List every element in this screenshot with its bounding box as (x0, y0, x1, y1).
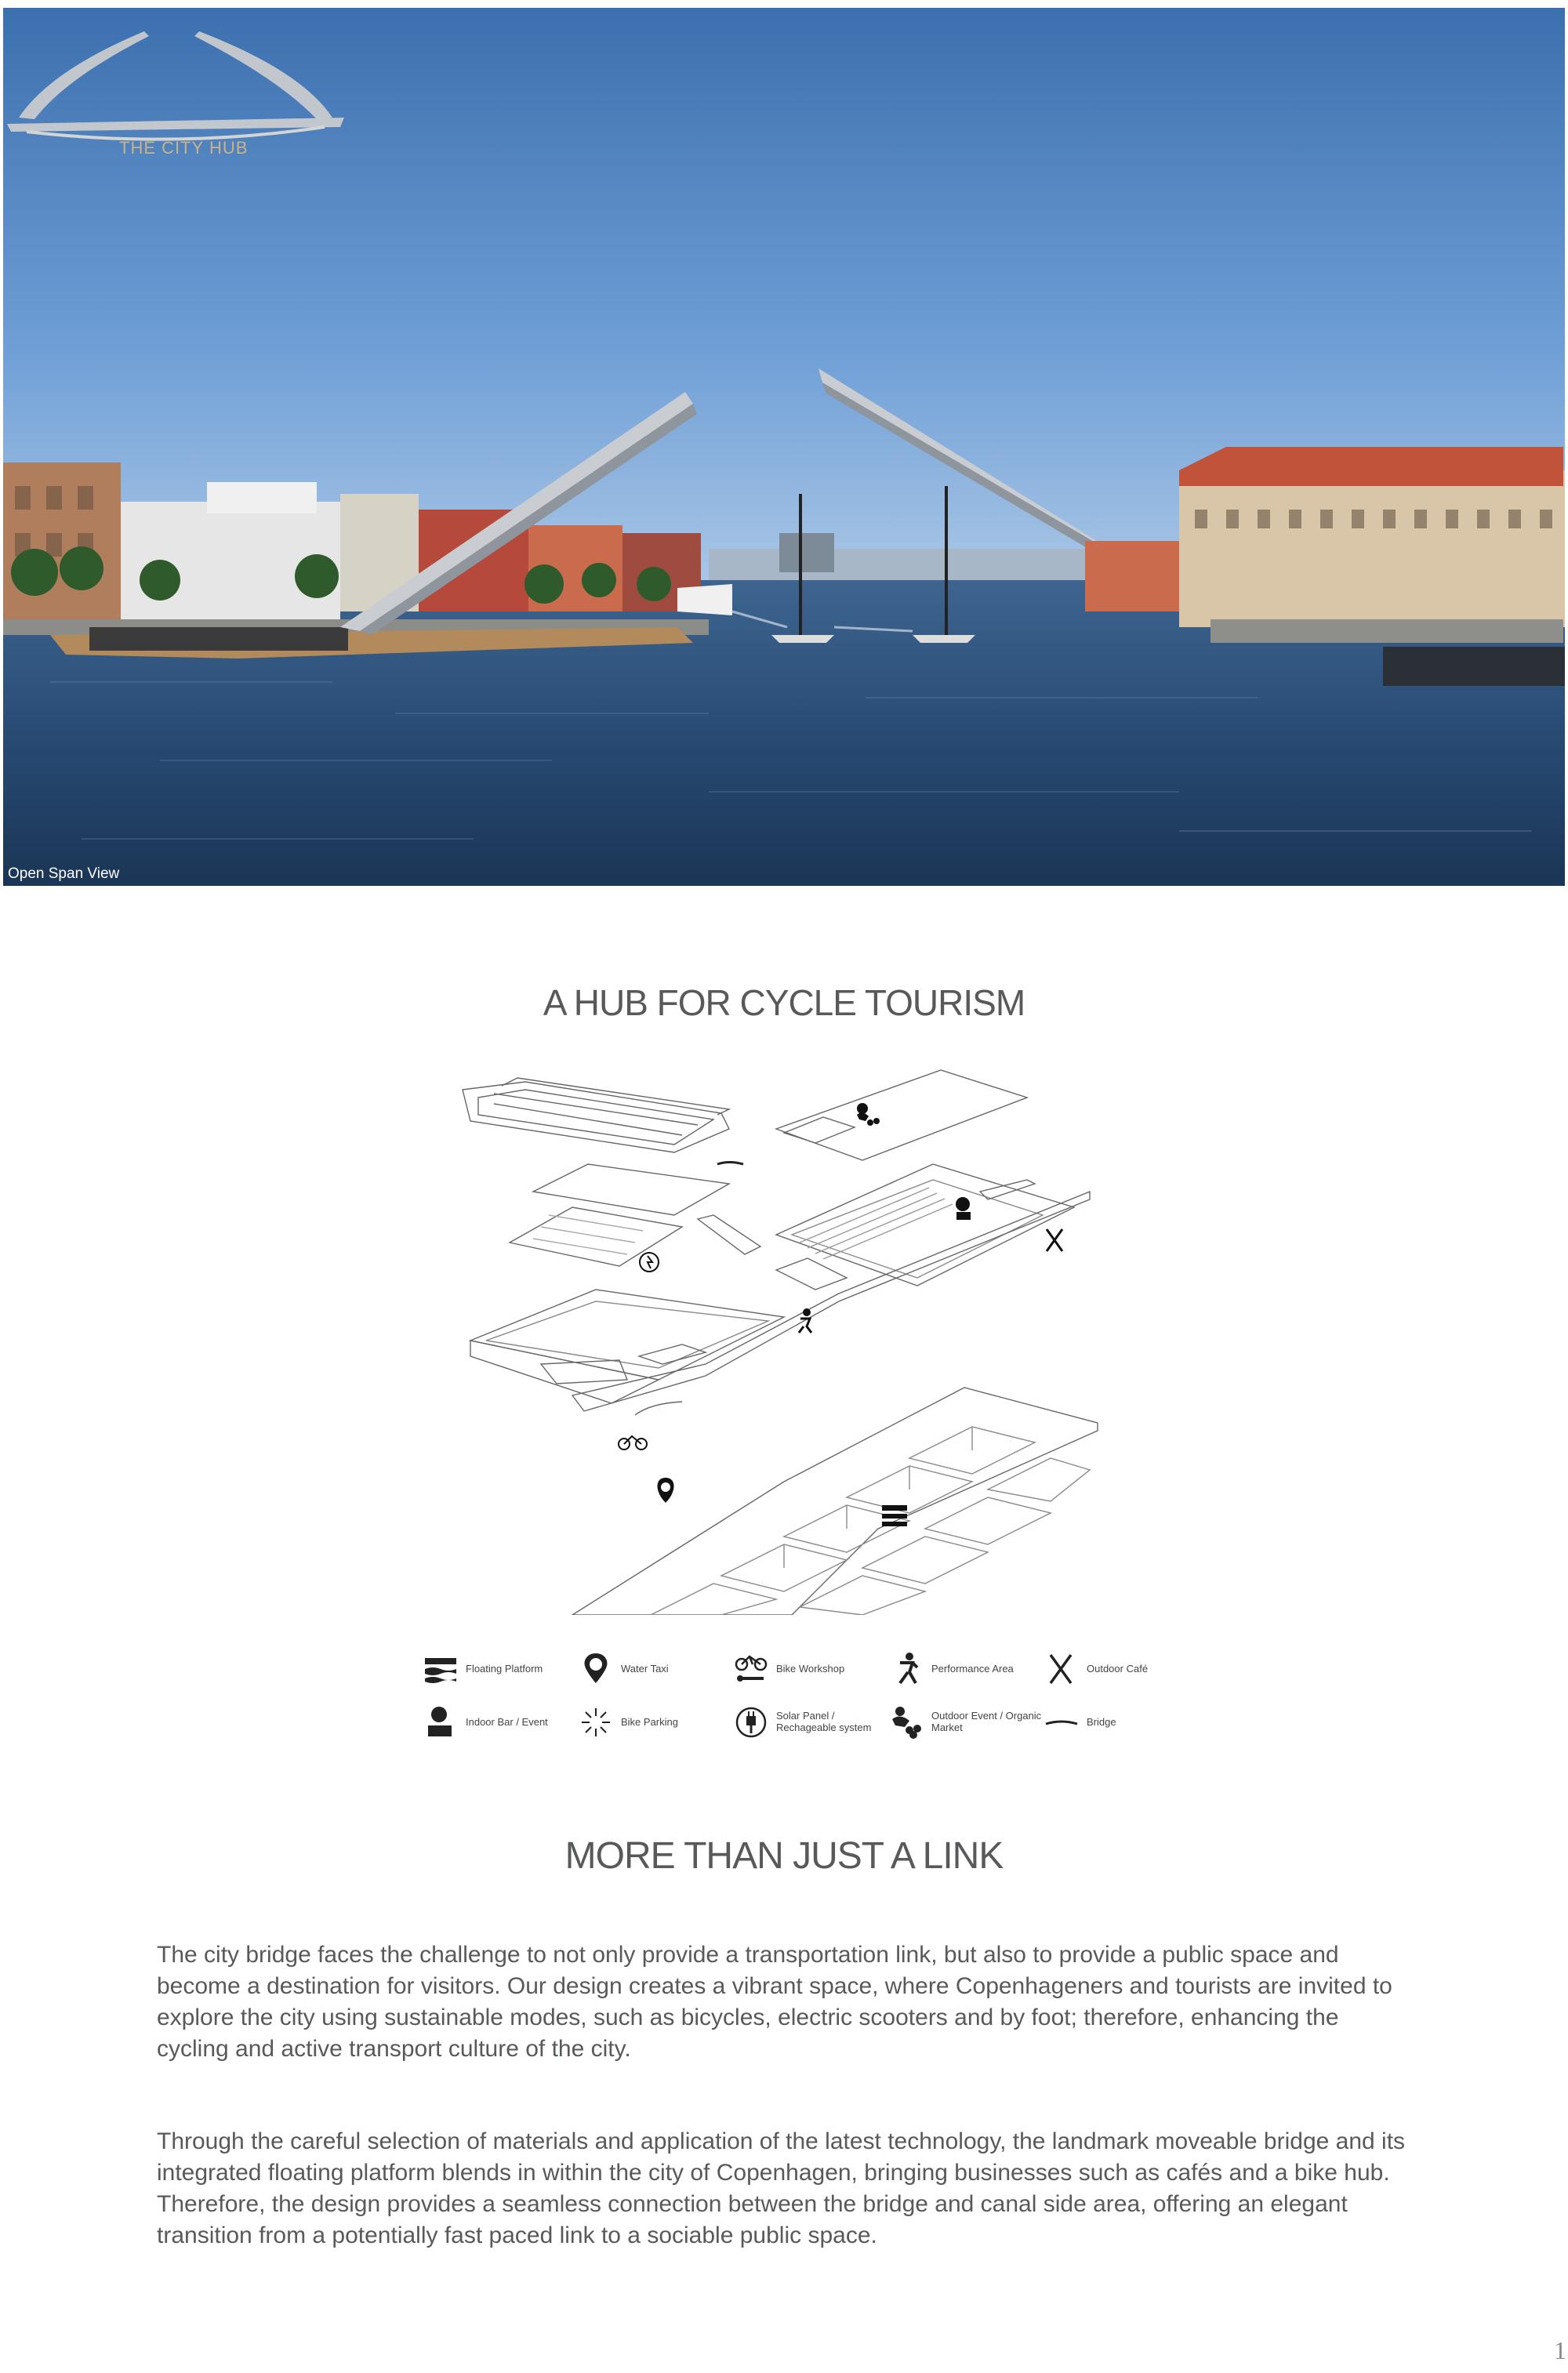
axonometric-diagram (447, 1066, 1137, 1615)
legend-item-outdoor-cafe (1044, 1649, 1197, 1688)
body-paragraph-1: The city bridge faces the challenge to not only provide a transportation link, but also to provide a public space and become a destination for visitors. Our design creates a vibrant space, where Copenhageners and tourists are invited to explore the city using sustainable modes, such as bicycles, electric scooters and by foot; therefore, enhancing the cycling and active transport culture of the city. (157, 1942, 1392, 2062)
legend-label: Outdoor Event / Organic Market (931, 1710, 1042, 1733)
legend-label: Water Taxi (621, 1662, 669, 1675)
bridge-module (463, 1078, 729, 1152)
legend-label: Indoor Bar / Event (466, 1715, 548, 1728)
body-paragraph-2: Through the careful selection of materials and application of the latest technology, the landmark moveable bridge and its integrated floating platform blends in within the city of Copenhagen, bringing businesses such as cafés and a bike hub. Therefore, the design provides a seamless connection between the bridge and canal side area, offering an elegant transition from a potentially fast paced link to a sociable public space. (157, 2128, 1406, 2248)
legend-label: Performance Area (931, 1662, 1014, 1675)
legend-label: Bike Parking (621, 1715, 678, 1728)
hero-rendering (3, 8, 1565, 886)
legend-item-bike-parking (579, 1702, 731, 1741)
solar-panel-icon (734, 1705, 768, 1740)
page-number: 1 (1554, 2336, 1566, 2364)
hero-caption: Open Span View (8, 865, 120, 882)
legend-label: Bike Workshop (776, 1662, 845, 1675)
legend-item-indoor-bar (423, 1702, 576, 1741)
city-hub-logo (3, 24, 348, 157)
outdoor-event-icon (889, 1705, 924, 1740)
indoor-bar-icon (423, 1705, 458, 1740)
outdoor-cafe-icon (1044, 1652, 1079, 1686)
legend-item-solar-panel (734, 1702, 887, 1741)
logo-bridge-icon (3, 24, 348, 157)
legend-label: Floating Platform (466, 1662, 543, 1675)
logo-text: THE CITY HUB (119, 138, 249, 158)
section-title-cycle-tourism: A HUB FOR CYCLE TOURISM (543, 982, 1025, 1023)
bridge-icon (1044, 1705, 1079, 1740)
performance-area-icon (889, 1652, 924, 1686)
water-taxi-icon (579, 1652, 613, 1686)
legend-item-floating-platform (423, 1649, 576, 1688)
diagram-legend (423, 1649, 1176, 1743)
legend-item-bike-workshop (734, 1649, 887, 1688)
legend-label: Bridge (1087, 1715, 1116, 1728)
floating-platform-icon (423, 1652, 458, 1686)
bike-workshop-icon (734, 1652, 768, 1686)
legend-label: Solar Panel / Rechageable system (776, 1710, 872, 1733)
legend-item-water-taxi (579, 1649, 731, 1688)
legend-item-bridge (1044, 1702, 1197, 1741)
bike-parking-icon (579, 1705, 613, 1740)
legend-item-outdoor-event (889, 1702, 1042, 1741)
section-title-more-than-link: MORE THAN JUST A LINK (564, 1835, 1004, 1877)
legend-label: Outdoor Café (1087, 1662, 1149, 1675)
legend-item-performance-area (889, 1649, 1042, 1688)
